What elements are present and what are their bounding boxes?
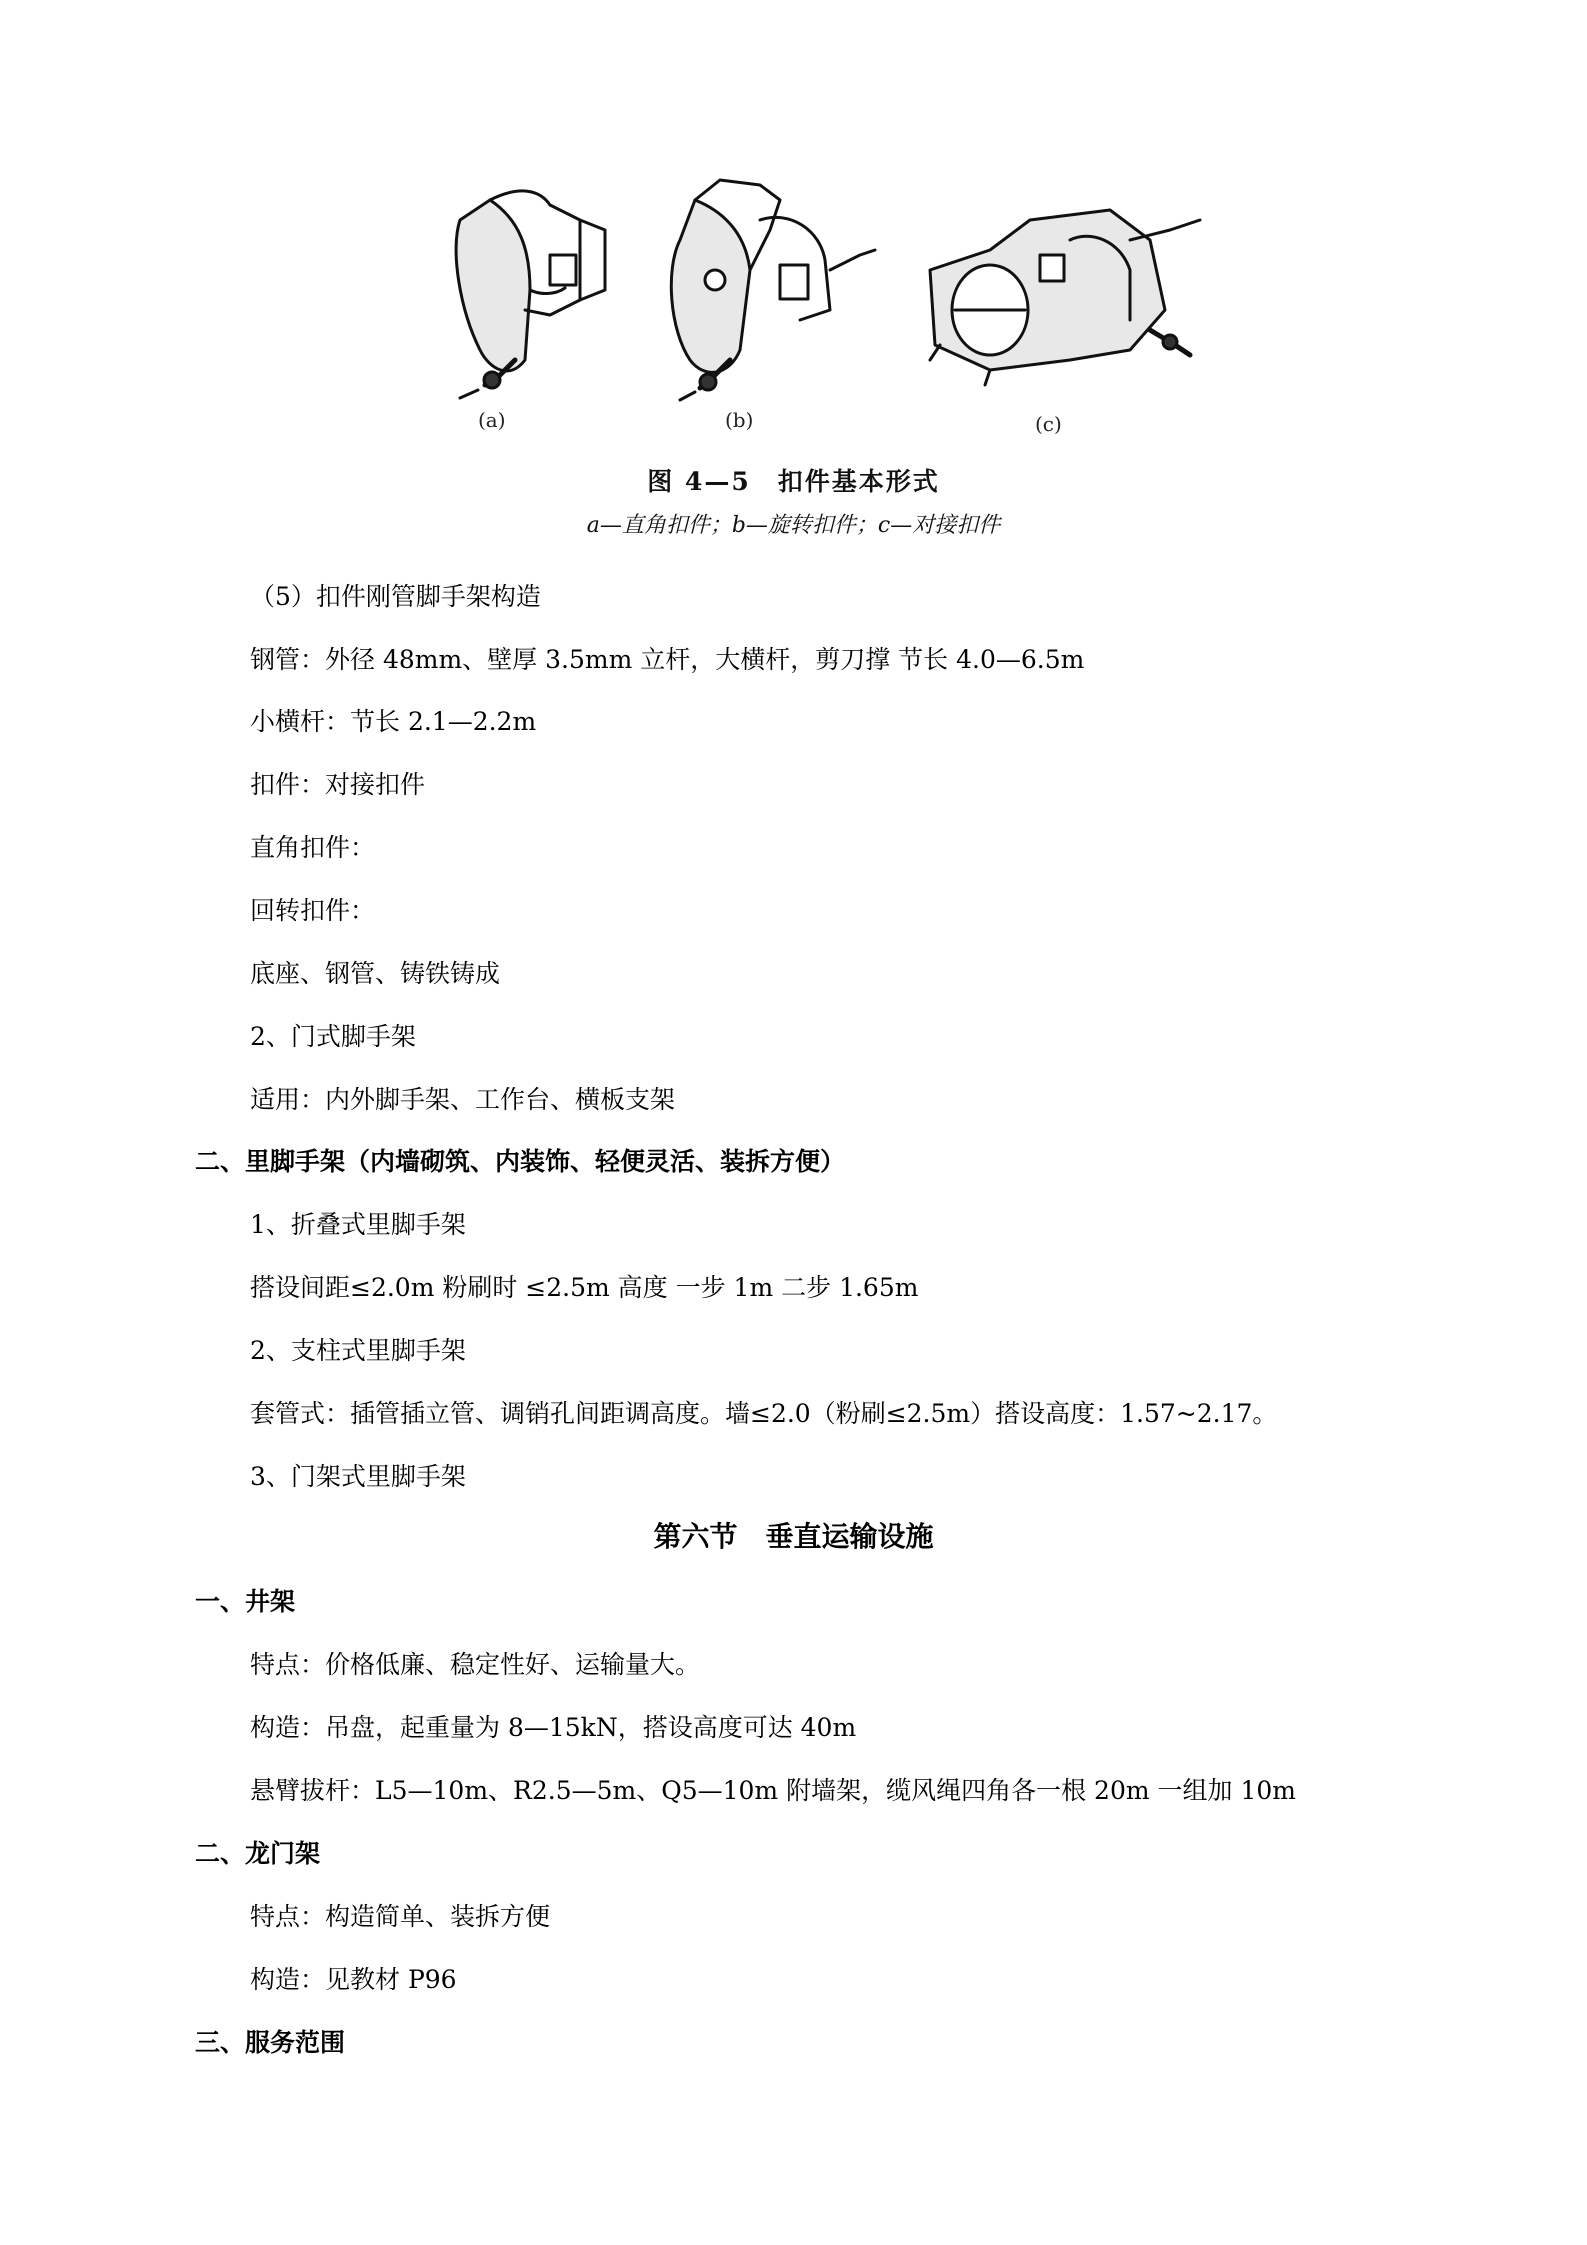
text-line: 特点：价格低廉、稳定性好、运输量大。 xyxy=(250,1650,701,1679)
text-line: 1、折叠式里脚手架 xyxy=(250,1210,466,1239)
butt-coupler-drawing xyxy=(930,210,1200,385)
figure-label-c: (c) xyxy=(1035,412,1062,436)
coupler-figure xyxy=(430,160,1210,460)
text-line: 底座、钢管、铸铁铸成 xyxy=(250,959,501,988)
text-line: 搭设间距≤2.0m 粉刷时 ≤2.5m 高度 一步 1m 二步 1.65m xyxy=(250,1273,919,1302)
text-line: 直角扣件： xyxy=(250,833,376,862)
text-line: 回转扣件： xyxy=(250,896,376,925)
coupler-illustration xyxy=(430,160,1210,460)
text-line: 构造：见教材 P96 xyxy=(250,1965,457,1994)
section-heading: 二、里脚手架（内墙砌筑、内装饰、轻便灵活、装拆方便） xyxy=(195,1147,846,1176)
text-line: 小横杆：节长 2.1—2.2m xyxy=(250,707,537,736)
text-line: （5）扣件刚管脚手架构造 xyxy=(250,582,541,611)
text-line: 适用：内外脚手架、工作台、横板支架 xyxy=(250,1085,676,1114)
section-heading: 二、龙门架 xyxy=(195,1839,321,1868)
text-line: 2、门式脚手架 xyxy=(250,1022,416,1051)
text-line: 扣件：对接扣件 xyxy=(250,770,426,799)
chapter-section-title: 第六节 垂直运输设施 xyxy=(653,1520,934,1553)
section-heading: 一、井架 xyxy=(195,1587,296,1616)
section-heading: 三、服务范围 xyxy=(195,2028,346,2057)
figure-caption-subtitle: a—直角扣件；b—旋转扣件；c—对接扣件 xyxy=(586,513,1001,538)
right-angle-coupler-drawing xyxy=(456,191,605,398)
figure-label-b: (b) xyxy=(725,408,754,432)
text-line: 套管式：插管插立管、调销孔间距调高度。墙≤2.0（粉刷≤2.5m）搭设高度：1.57~2.17。 xyxy=(250,1399,1278,1428)
text-line: 特点：构造简单、装拆方便 xyxy=(250,1902,551,1931)
figure-caption-title: 图 4—5 扣件基本形式 xyxy=(647,467,940,496)
text-line: 3、门架式里脚手架 xyxy=(250,1462,466,1491)
text-line: 构造：吊盘，起重量为 8—15kN，搭设高度可达 40m xyxy=(250,1713,857,1742)
figure-label-a: (a) xyxy=(478,408,506,432)
swivel-coupler-drawing xyxy=(671,180,875,400)
text-line: 钢管：外径 48mm、壁厚 3.5mm 立杆，大横杆，剪刀撑 节长 4.0—6.5m xyxy=(250,645,1085,674)
text-line: 2、支柱式里脚手架 xyxy=(250,1336,466,1365)
text-line: 悬臂拔杆：L5—10m、R2.5—5m、Q5—10m 附墙架，缆风绳四角各一根 20m 一组加 10m xyxy=(250,1776,1296,1805)
